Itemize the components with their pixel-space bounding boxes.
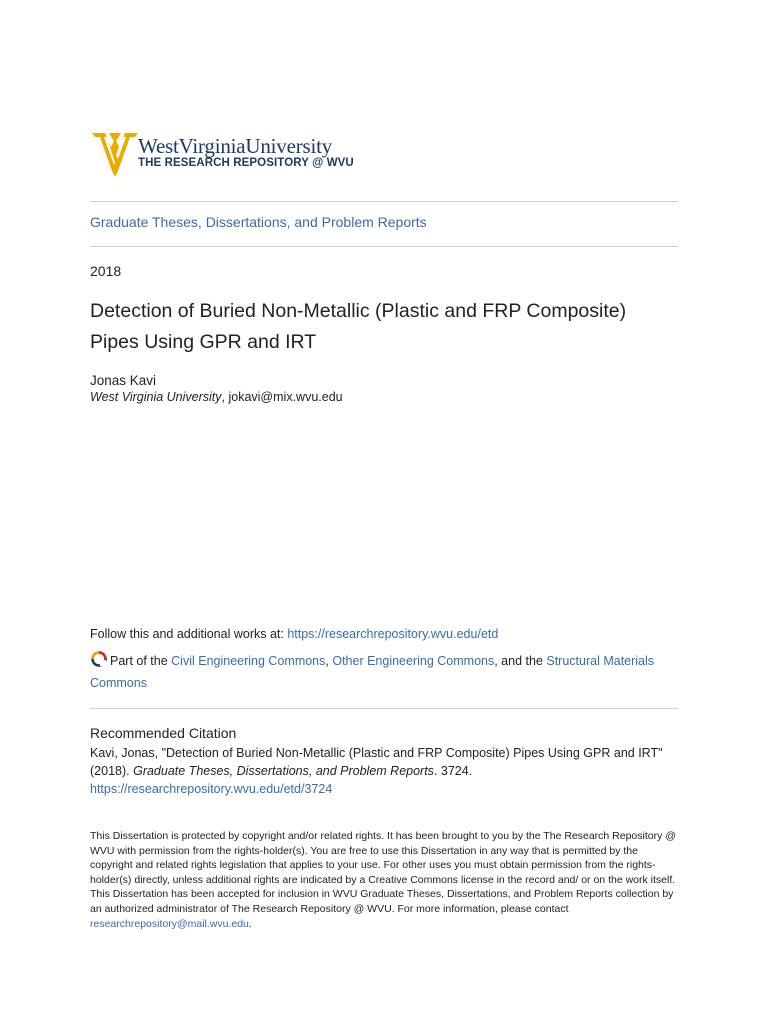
recommended-citation-heading: Recommended Citation (90, 725, 237, 741)
university-name: WestVirginiaUniversity (138, 134, 333, 158)
citation-url-link[interactable]: https://researchrepository.wvu.edu/etd/3724 (90, 782, 333, 796)
rights-statement (90, 829, 678, 931)
follow-url-link[interactable]: https://researchrepository.wvu.edu/etd (287, 627, 499, 641)
other-engineering-commons-link[interactable]: Other Engineering Commons (332, 654, 495, 668)
bepress-commons-icon (90, 650, 108, 668)
part-of-line (90, 650, 678, 694)
flying-wv-icon (92, 131, 138, 177)
citation-text (90, 744, 678, 798)
part-of-sep2: , and the (494, 654, 547, 668)
publication-year: 2018 (90, 263, 122, 279)
author-name: Jonas Kavi (90, 373, 157, 388)
author-email: , jokavi@mix.wvu.edu (221, 390, 343, 404)
rights-end: . (248, 917, 252, 930)
wvu-logo[interactable] (92, 131, 372, 181)
civil-engineering-commons-link[interactable]: Civil Engineering Commons (171, 654, 326, 668)
citation-series: Graduate Theses, Dissertations, and Problem Reports (133, 764, 434, 778)
divider-citation (90, 708, 678, 709)
repository-subtitle: THE RESEARCH REPOSITORY @ WVU (138, 157, 354, 169)
collection-link[interactable]: Graduate Theses, Dissertations, and Problem Reports (90, 214, 427, 230)
document-title: Detection of Buried Non-Metallic (Plastic and FRP Composite) Pipes Using GPR and IRT (90, 300, 627, 353)
contact-email-link[interactable]: researchrepository@mail.wvu.edu (90, 917, 249, 930)
author-affiliation (90, 390, 343, 404)
structural-materials-commons-link[interactable]: Structural Materials Commons (90, 654, 655, 690)
part-of-sep1: , (325, 654, 333, 668)
citation-number: . 3724. (433, 764, 473, 778)
divider-top (90, 201, 678, 202)
citation-body: Kavi, Jonas, "Detection of Buried Non-Metallic (Plastic and FRP Composite) Pipes Using GPR and IRT" (2018). (90, 746, 663, 778)
follow-line (90, 627, 498, 641)
rights-text: This Dissertation is protected by copyright and/or related rights. It has been brought to you by the The Research Repository @ WVU with permission from the rights-holder(s). You are free to use this Dissertation in any way that is permitted by the copyright and related rights legislation that applies to your use. For other uses you must obtain permission from the rights-holder(s) directly, unless additional rights are indicated by a Creative Commons license in the record and/ or on the work itself. This Dissertation has been accepted for inclusion in WVU Graduate Theses, Dissertations, and Problem Reports collection by an authorized administrator of The Research Repository @ WVU. For more information, please contact (90, 830, 676, 915)
affiliation-name: West Virginia University (90, 390, 222, 404)
divider-mid (90, 246, 678, 247)
part-of-prefix: Part of the (110, 654, 172, 668)
follow-text: Follow this and additional works at: (90, 627, 288, 641)
